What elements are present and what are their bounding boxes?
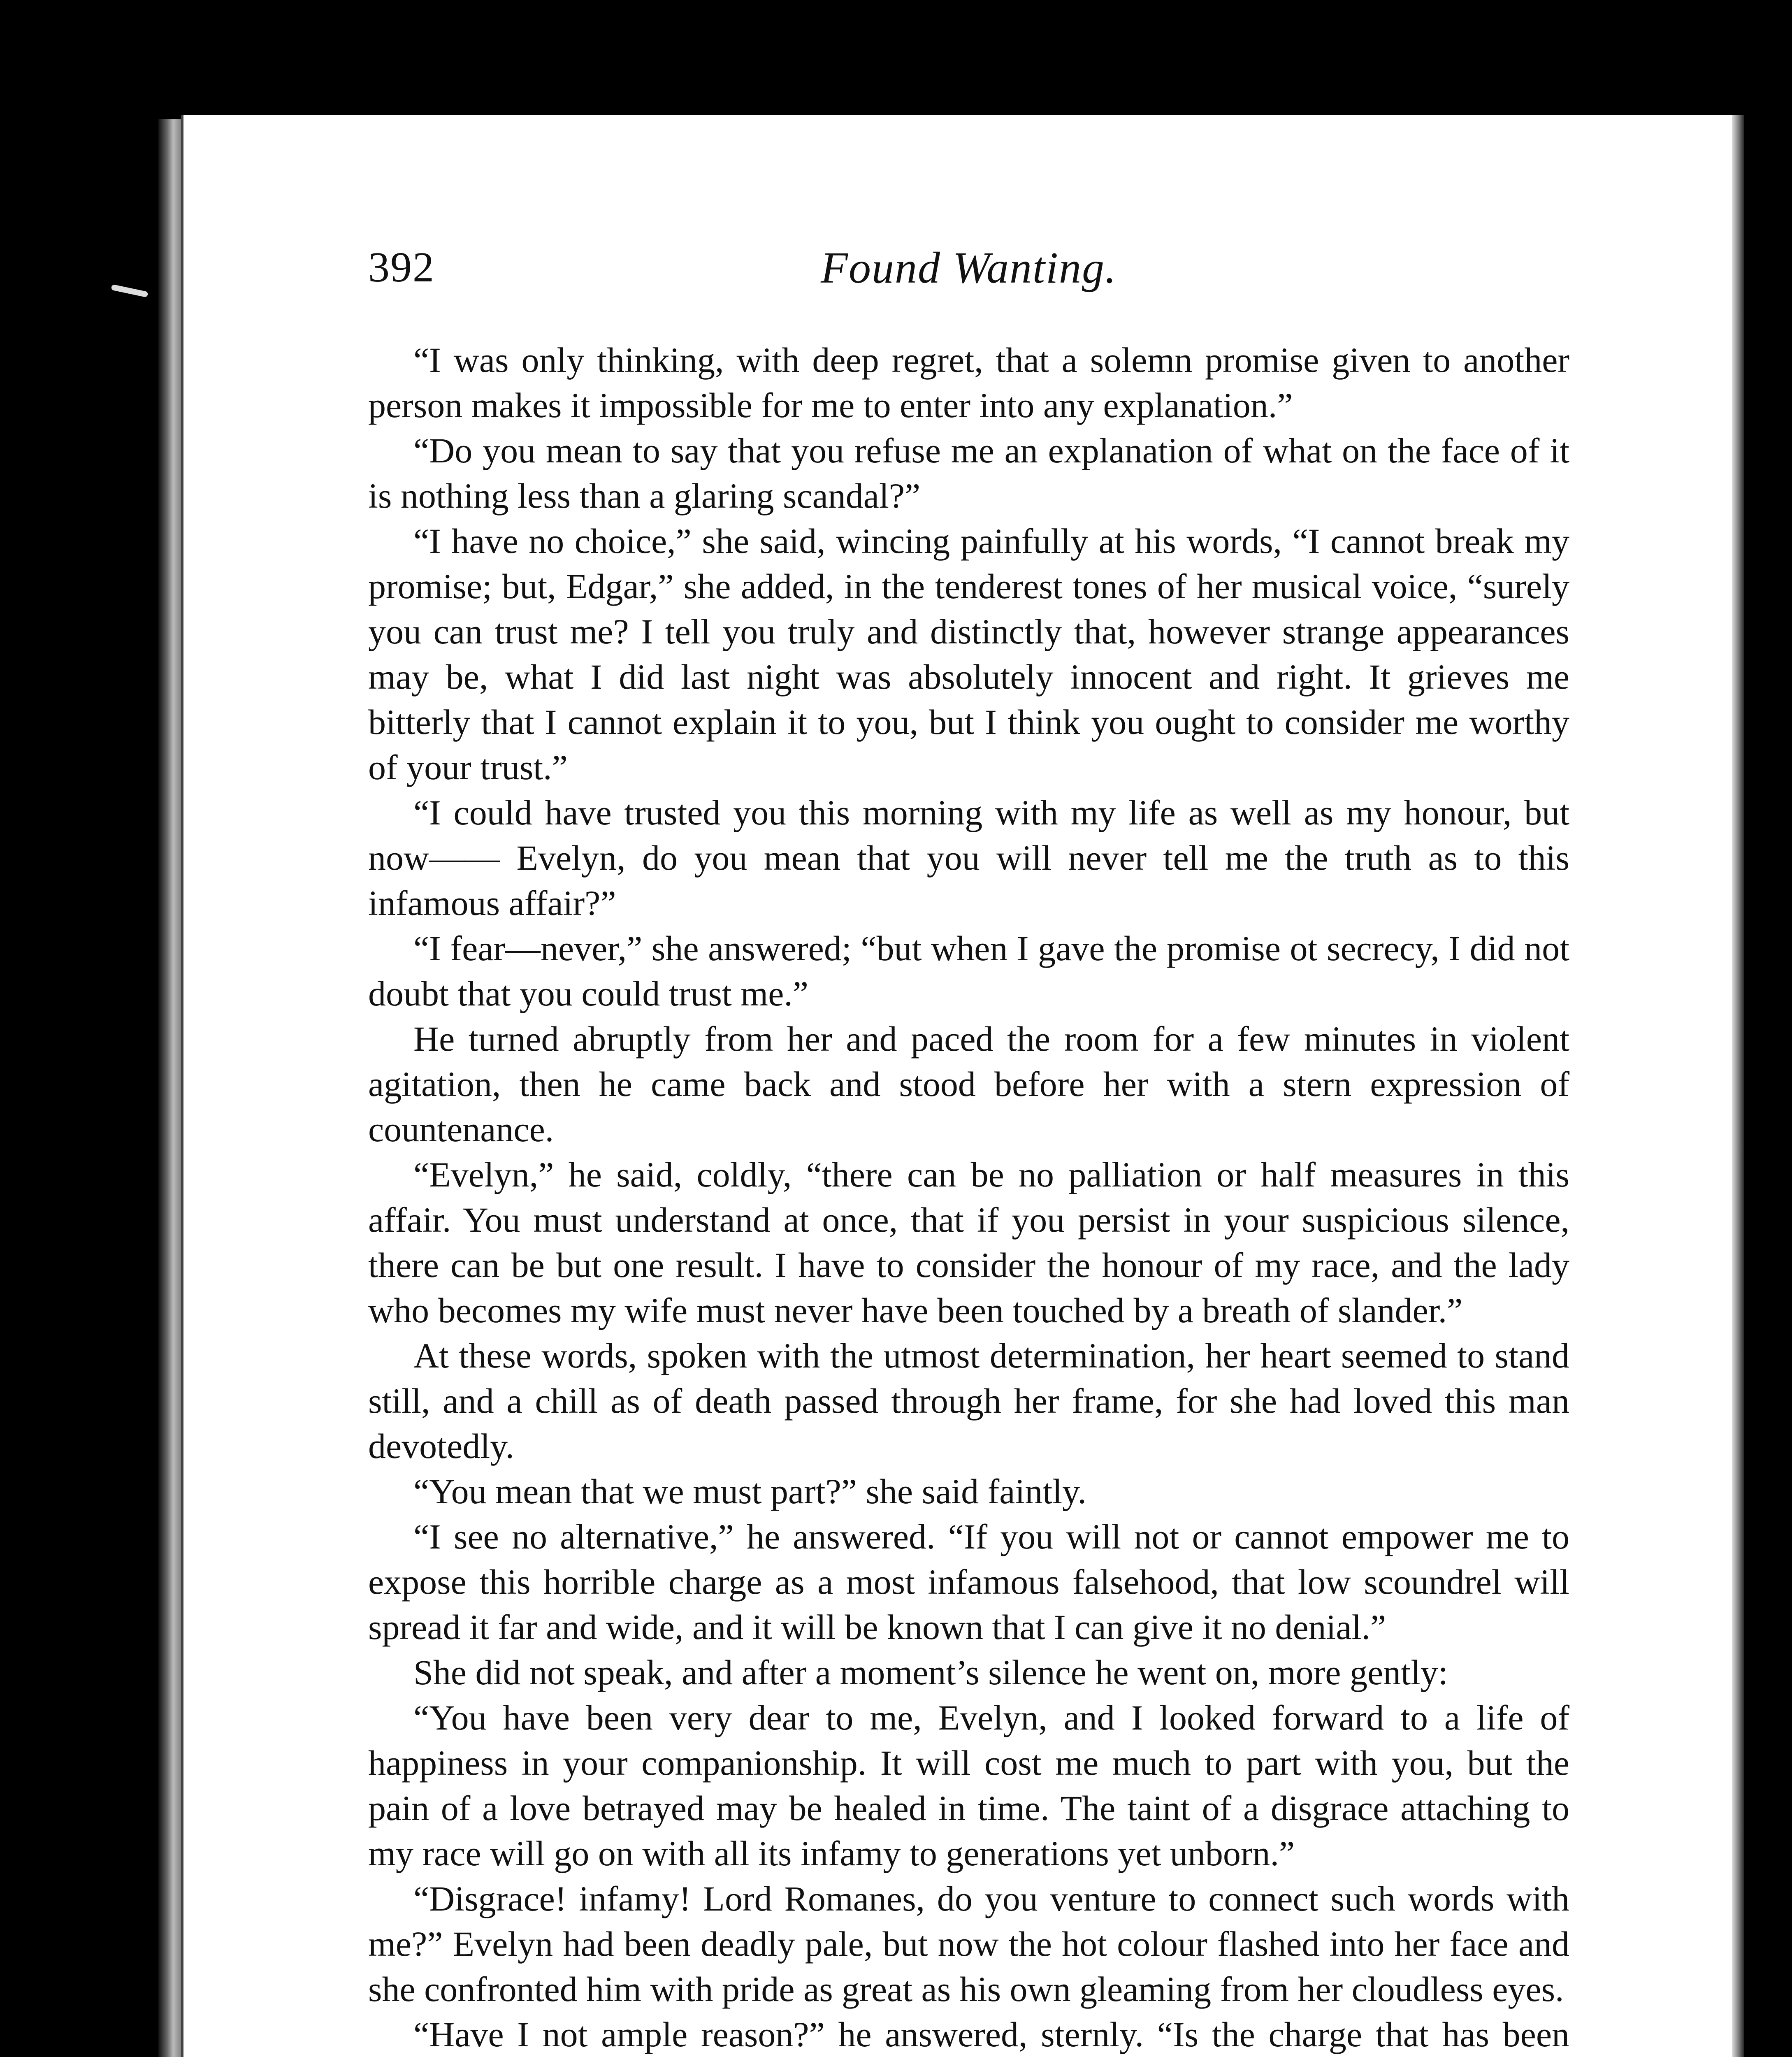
paragraph: “I could have trusted you this morning with my life as well as my honour, but now—— Evelyn, do you mean that you will never tell me the truth as to this infamous affair?”: [368, 793, 1569, 923]
paragraph: “You mean that we must part?” she said faintly.: [413, 1472, 1087, 1511]
paragraph: “I was only thinking, with deep regret, that a solemn promise given to another person makes it impossible for me to enter into any explanation.”: [368, 340, 1569, 425]
page-right-edge: [1732, 115, 1744, 2057]
paragraph: “Do you mean to say that you refuse me an explanation of what on the face of it is nothing less than a glaring scandal?”: [368, 431, 1569, 515]
paragraph: “I fear—never,” she answered; “but when I gave the promise ot secrecy, I did not doubt that you could trust me.”: [368, 929, 1569, 1013]
paragraph: “Disgrace! infamy! Lord Romanes, do you venture to connect such words with me?” Evelyn had been deadly pale, but now the hot colour flashed into her face and she confronted him with pride as great as his own gleaming from her cloudless eyes.: [368, 1879, 1569, 2009]
body-text: [368, 337, 1569, 2057]
paragraph: “I have no choice,” she said, wincing painfully at his words, “I cannot break my promise; but, Edgar,” she added, in the tenderest tones of her musical voice, “surely you can trust me? I tell you truly and distinctly that, however strange appearances may be, what I did last night was absolutely innocent and right. It grieves me bitterly that I cannot explain it to you, but I think you ought to consider me worthy of your trust.”: [368, 521, 1569, 787]
running-title: Found Wanting.: [820, 244, 1117, 293]
running-head: [368, 243, 1569, 300]
paragraph: “I see no alternative,” he answered. “If you will not or cannot empower me to expose this horrible charge as a most infamous falsehood, that low scoundrel will spread it far and wide, and it will be known that I can give it no denial.”: [368, 1517, 1569, 1647]
paragraph: “You have been very dear to me, Evelyn, and I looked forward to a life of happiness in your companionship. It will cost me much to part with you, but the pain of a love betrayed may be healed in time. The taint of a disgrace attaching to my race will go on with all its infamy to generations yet unborn.”: [368, 1698, 1569, 1873]
paragraph: At these words, spoken with the utmost determination, her heart seemed to stand still, and a chill as of death passed through her frame, for she had loved this man devotedly.: [368, 1336, 1569, 1466]
page-number: 392: [368, 244, 435, 291]
paragraph: She did not speak, and after a moment’s silence he went on, more gently:: [413, 1653, 1448, 1692]
paragraph: He turned abruptly from her and paced the room for a few minutes in violent agitation, then he came back and stood before her with a stern expression of countenance.: [368, 1019, 1569, 1149]
paragraph: “Evelyn,” he said, coldly, “there can be no palliation or half measures in this affair. You must understand at once, that if you persist in your suspicious silence, there can be but one result. I have to consider the honour of my race, and the lady who becomes my wife must never have been touched by a breath of slander.”: [368, 1155, 1569, 1330]
paragraph: “Have I not ample reason?” he answered, sternly. “Is the charge that has been: [413, 2015, 1569, 2054]
page-stack-edge: [158, 119, 183, 2057]
